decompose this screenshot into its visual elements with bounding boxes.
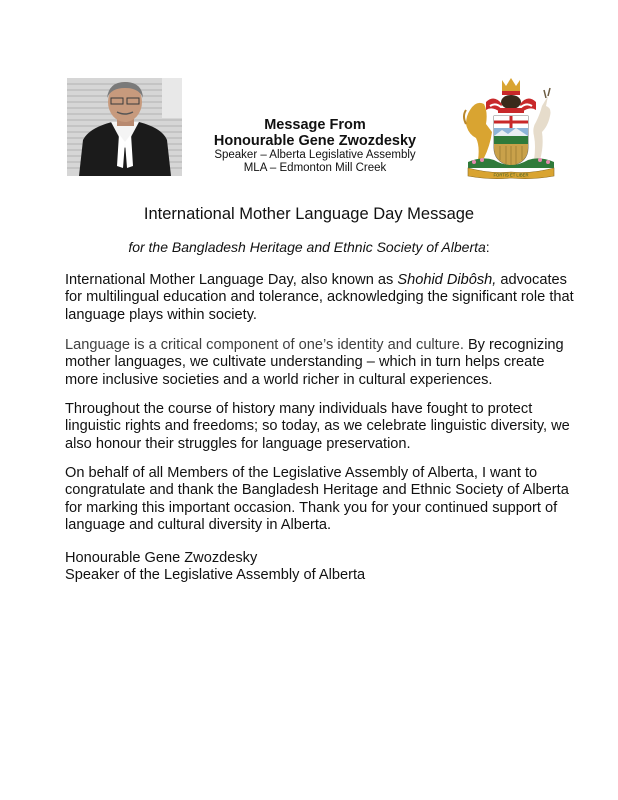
document-subtitle xyxy=(0,238,618,256)
paragraph-2-lead-sentence: Language is a critical component of one’s identity and culture. xyxy=(65,337,464,353)
signature-name: Honourable Gene Zwozdesky xyxy=(65,550,258,566)
paragraph-2-text: By recognizing mother languages, we cultivate understanding – which in turn helps create more inclusive societies and a world richer in cultural experiences. xyxy=(65,337,564,388)
subtitle-colon: : xyxy=(485,239,490,255)
paragraph-1-text-b: advocates for multilingual education and tolerance, acknowledging the significant role that language plays within society. xyxy=(65,272,574,323)
portrait-image xyxy=(67,78,182,176)
alberta-coat-of-arms-icon xyxy=(462,76,560,180)
header-speaker-name: Honourable Gene Zwozdesky xyxy=(213,133,417,149)
subtitle-text: for the Bangladesh Heritage and Ethnic Society of Alberta xyxy=(128,239,486,255)
message-header xyxy=(195,117,435,175)
paragraph-1 xyxy=(65,272,575,324)
document-title: International Mother Language Day Message xyxy=(143,205,475,223)
paragraph-1-italic-term: Shohid Dibôsh, xyxy=(397,272,497,288)
header-message-from: Message From xyxy=(264,117,366,133)
paragraph-1-text-a: International Mother Language Day, also known as xyxy=(65,272,398,288)
signature-block xyxy=(65,550,575,585)
header-speaker-role: Speaker – Alberta Legislative Assembly xyxy=(214,149,416,161)
signature-title: Speaker of the Legislative Assembly of Alberta xyxy=(65,567,366,584)
paragraph-3: Throughout the course of history many individuals have fought to protect linguistic rights and freedoms; so today, as we celebrate linguistic diversity, we also honour their struggles for language preservation. xyxy=(65,401,570,452)
speaker-portrait-photo xyxy=(67,78,182,176)
header-mla-riding: MLA – Edmonton Mill Creek xyxy=(243,162,387,174)
paragraph-2 xyxy=(65,337,575,389)
paragraph-4: On behalf of all Members of the Legislative Assembly of Alberta, I want to congratulate and thank the Bangladesh Heritage and Ethnic Society of Alberta for marking this important occasion. Thank you for your continued support of language and cultural diversity in Alberta. xyxy=(65,465,569,534)
svg-text:FORTIS ET LIBER: FORTIS ET LIBER xyxy=(493,172,529,178)
